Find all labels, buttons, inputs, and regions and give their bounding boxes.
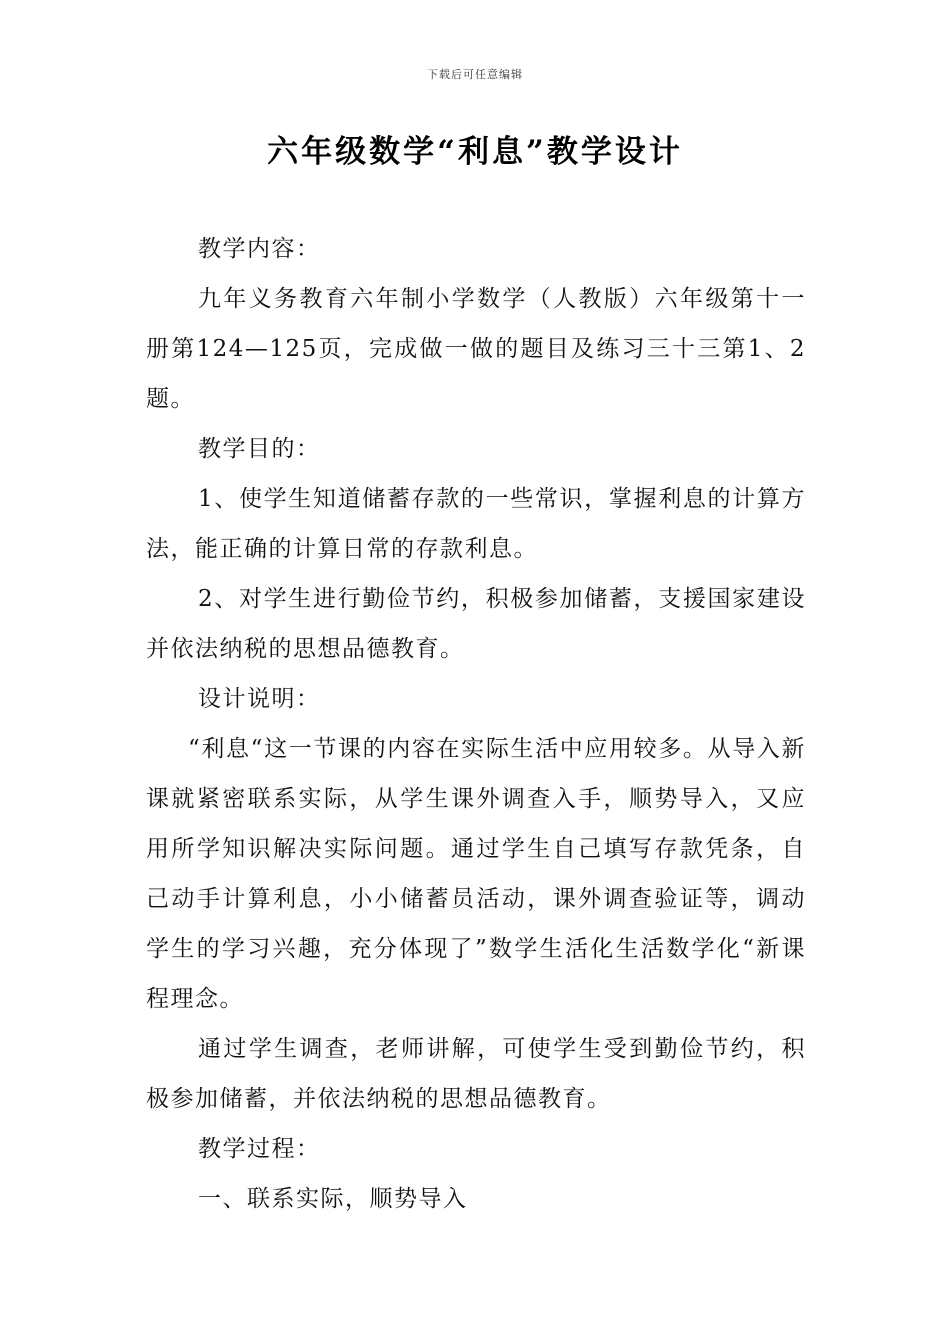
paragraph-step-1: 一、联系实际，顺势导入 <box>198 1186 468 1212</box>
paragraph-content-detail: 九年义务教育六年制小学数学（人教版）六年级第十一册第124—125页，完成做一做的题目及练习三十三第1、2题。 <box>146 286 806 412</box>
header-note: 下载后可任意编辑 <box>427 68 523 81</box>
section-heading-process: 教学过程： <box>198 1136 321 1162</box>
paragraph-moral-education: 通过学生调查，老师讲解，可使学生受到勤俭节约，积极参加储蓄，并依法纳税的思想品德教育。 <box>146 1036 806 1112</box>
section-heading-design-notes: 设计说明： <box>198 686 321 712</box>
paragraph-design-notes: “利息“这一节课的内容在实际生活中应用较多。从导入新课就紧密联系实际，从学生课外调查入手，顺势导入，又应用所学知识解决实际问题。通过学生自己填写存款凭条，自己动手计算利息，小小储蓄员活动，课外调查验证等，调动学生的学习兴趣，充分体现了”数学生活化生活数学化“新课程理念。 <box>146 736 806 1012</box>
paragraph-objective-1: 1、使学生知道储蓄存款的一些常识，掌握利息的计算方法，能正确的计算日常的存款利息。 <box>146 486 806 562</box>
section-heading-content: 教学内容： <box>198 236 321 262</box>
document-body <box>146 224 806 1224</box>
section-heading-objectives: 教学目的： <box>198 436 321 462</box>
paragraph-objective-2: 2、对学生进行勤俭节约，积极参加储蓄，支援国家建设并依法纳税的思想品德教育。 <box>146 586 806 662</box>
document-title: 六年级数学“利息”教学设计 <box>267 134 683 170</box>
